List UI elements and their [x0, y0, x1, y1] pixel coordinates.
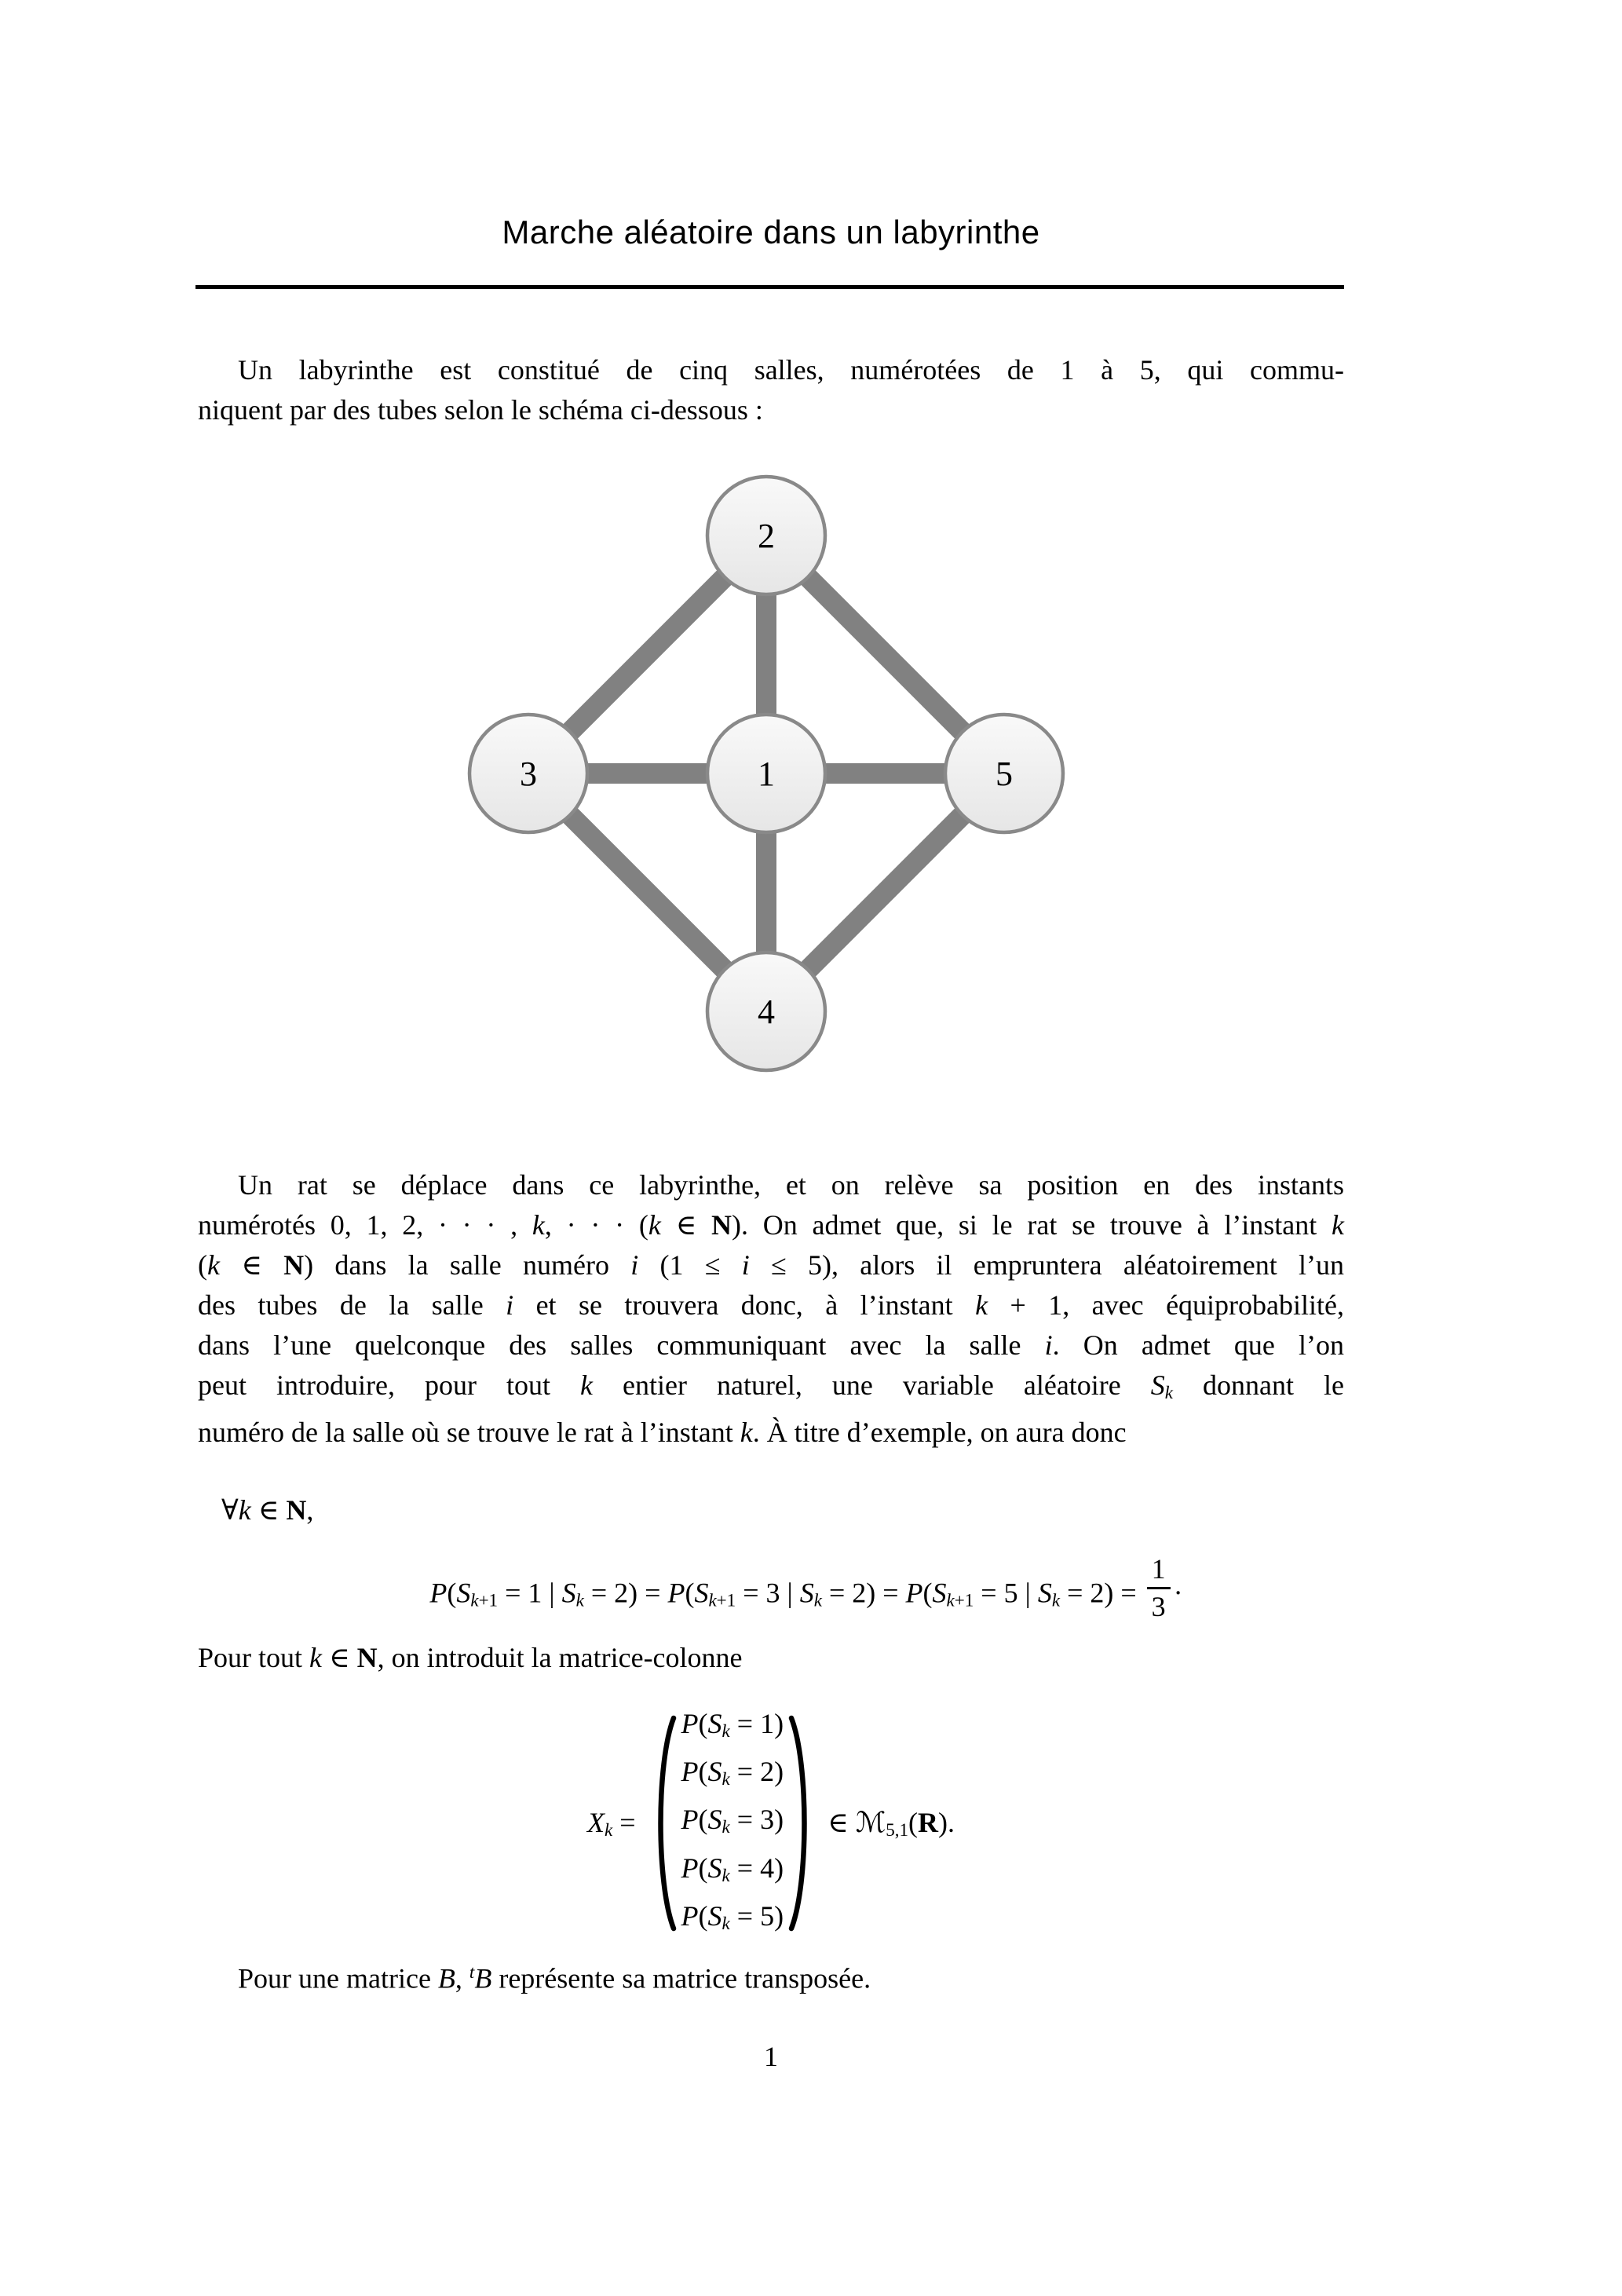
matrix-rows [681, 1703, 784, 1943]
para-description-line-6: peut introduire, pour tout k entier naturel, une variable aléatoire Sk donnant le [198, 1369, 1345, 1403]
para-transpose-note [198, 1952, 1344, 1999]
graph-node-label-5: 5 [995, 755, 1013, 793]
para-description-line-7: numéro de la salle où se trouve le rat à l’instant k. À titre d’exemple, on aura donc [198, 1417, 1127, 1449]
labyrinth-graph [463, 471, 1072, 1080]
matrix-row-5: P(Sk = 5) [681, 1899, 784, 1933]
para-intro-line-1: Un labyrinthe est constitué de cinq salles, numérotées de 1 à 5, qui commu- [238, 354, 1344, 386]
page-title: Marche aléatoire dans un labyrinthe [502, 214, 1040, 250]
para-intro [198, 350, 1344, 430]
graph-node-label-1: 1 [758, 755, 775, 793]
fraction: $\frac{1}{3}$ [1147, 1555, 1171, 1622]
matrix-row-4: P(Sk = 4) [681, 1852, 784, 1885]
matrix-row-1: P(Sk = 1) [681, 1708, 784, 1742]
matrix-right-paren [788, 1714, 815, 1932]
para-transpose-note-line-1: Pour une matrice B, $^t$B représente sa matrice transposée. [238, 1961, 871, 1994]
para-description [198, 1165, 1344, 1453]
para-description-line-5: dans l’une quelconque des salles communiquant avec la salle i. On admet que l’on [198, 1329, 1344, 1361]
graph-node-label-3: 3 [520, 755, 537, 793]
title-rule [195, 285, 1344, 289]
math-forall-line: ∀k ∈ N, [221, 1494, 314, 1526]
matrix-left-paren [650, 1714, 677, 1932]
graph-node-label-4: 4 [758, 993, 775, 1031]
graph-node-label-2: 2 [758, 517, 775, 555]
matrix-row-2: P(Sk = 2) [681, 1756, 784, 1790]
para-intro-line-2: niquent par des tubes selon le schéma ci-dessous : [198, 394, 763, 426]
page-number: 1 [764, 2041, 778, 2072]
matrix-lhs: Xk = [586, 1806, 636, 1841]
para-matrix-intro [198, 1638, 1344, 1678]
matrix-membership: ∈ ℳ5,1(R). [827, 1806, 955, 1841]
para-description-line-3: (k ∈ N) dans la salle numéro i (1 ≤ i ≤ 5), alors il empruntera aléatoirement l’un [198, 1249, 1344, 1281]
para-description-line-2: numérotés 0, 1, 2, · · · , k, · · · (k ∈ N). On admet que, si le rat se trouve à l’instant k [198, 1209, 1344, 1241]
para-matrix-intro-line-1: Pour tout k ∈ N, on introduit la matrice-colonne [198, 1642, 743, 1673]
matrix-display [198, 1698, 1344, 1949]
para-description-line-1: Un rat se déplace dans ce labyrinthe, et on relève sa position en des instants [238, 1169, 1344, 1201]
math-probability-equation: P(Sk+1 = 1 | Sk = 2) = P(Sk+1 = 3 | Sk = 2) = P(Sk+1 = 5 | Sk = 2) = $\frac{1}{3}$ · [429, 1553, 1183, 1622]
matrix-row-3: P(Sk = 3) [681, 1804, 784, 1837]
para-description-line-4: des tubes de la salle i et se trouvera donc, à l’instant k + 1, avec équiprobabilité, [198, 1289, 1344, 1321]
